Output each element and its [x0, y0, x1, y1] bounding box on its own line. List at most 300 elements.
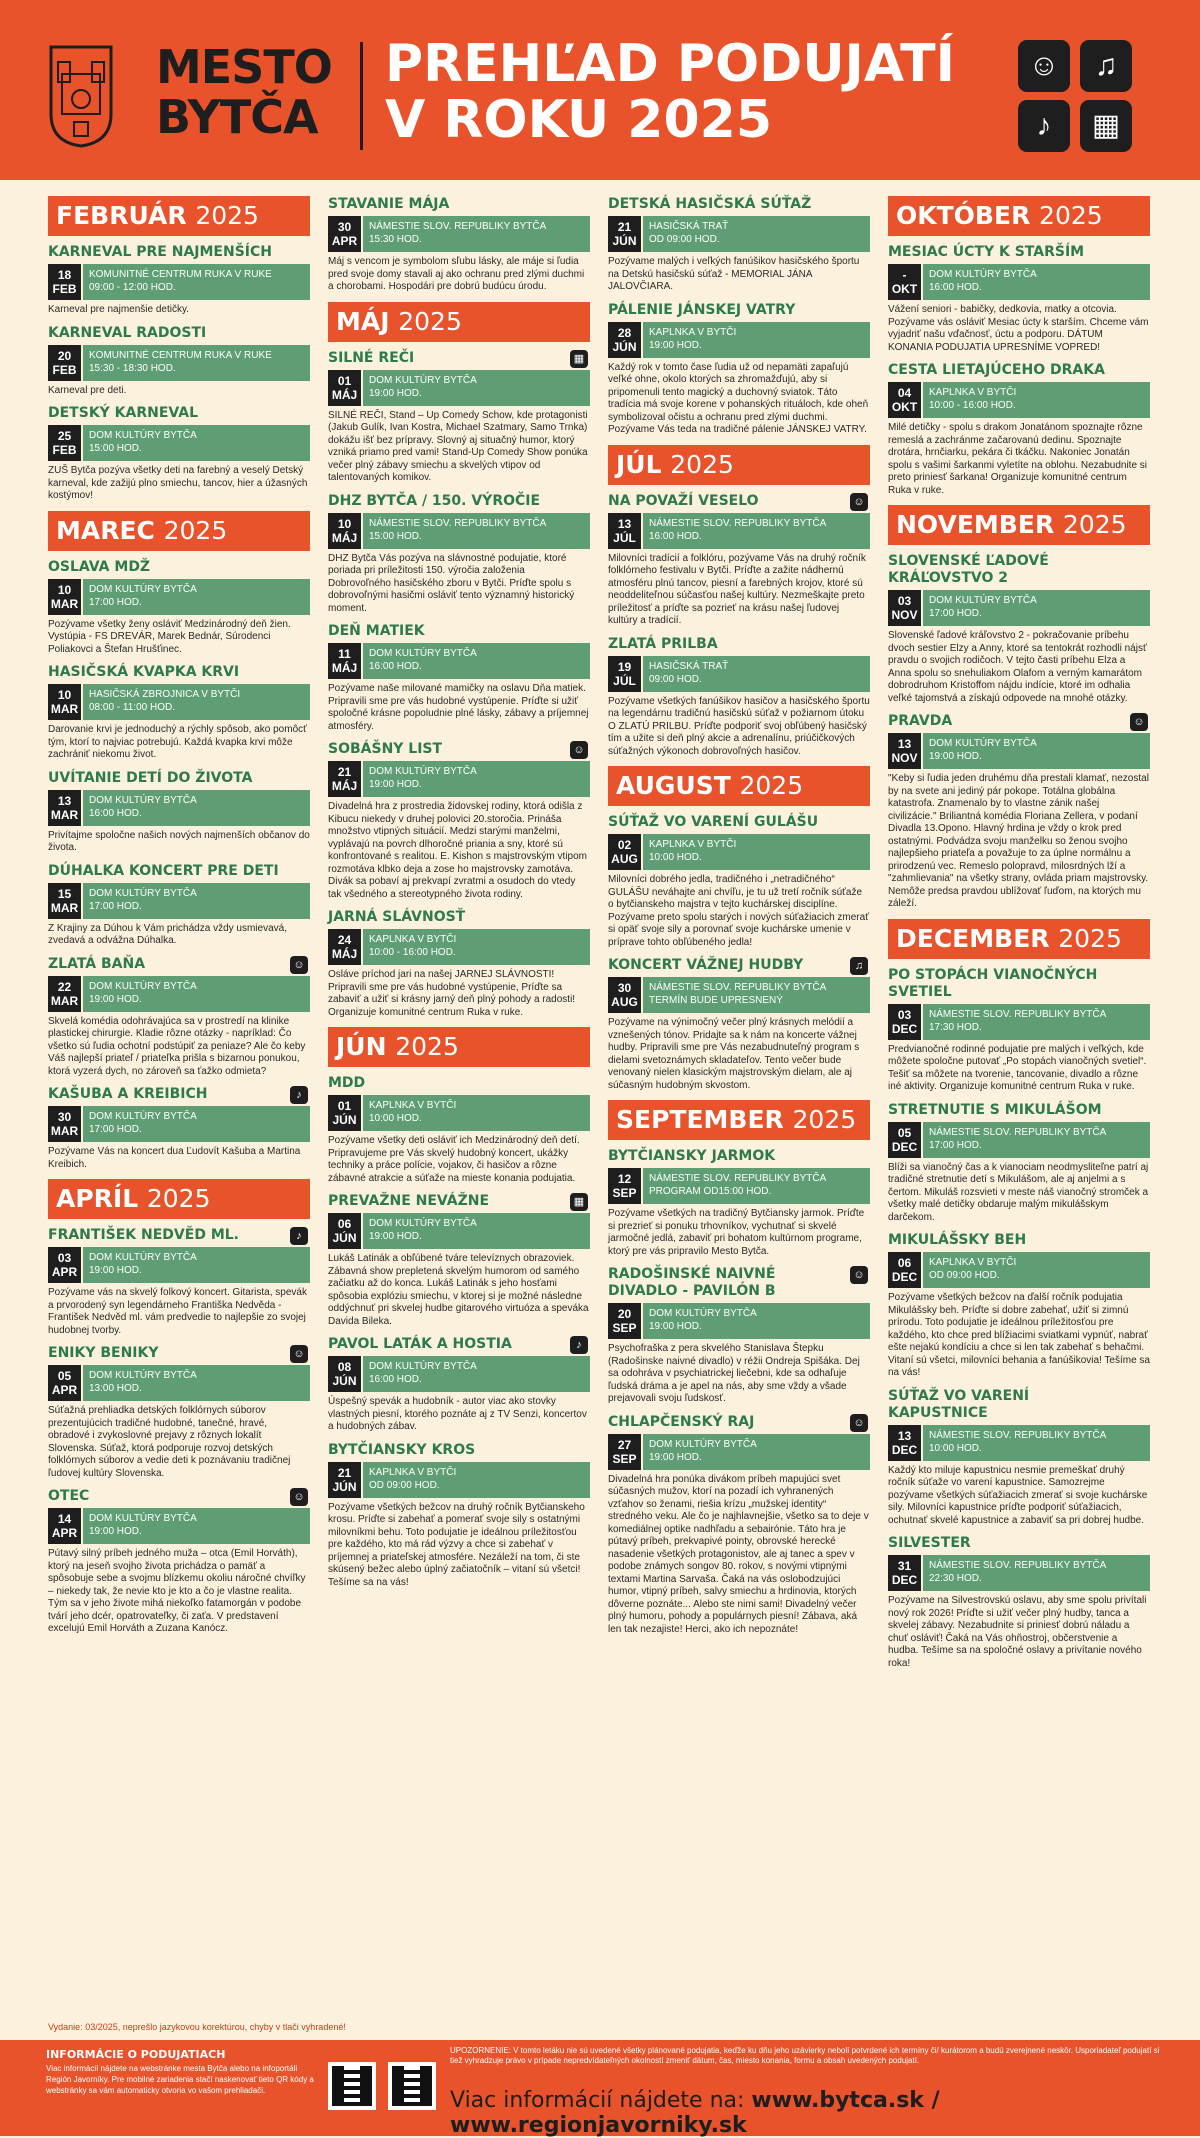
event-info-row: [328, 1213, 590, 1249]
event-venue-box: [83, 684, 310, 720]
month-year: 2025: [146, 1184, 211, 1213]
event-description: ZUŠ Bytča pozýva všetky deti na farebný a veselý Detský karneval, kde zažijú plno smiechu, tancov, hier a úžasných kostýmov!: [48, 465, 308, 501]
music-note-icon: ♪: [290, 1086, 308, 1104]
event-venue-box: [363, 370, 590, 406]
event-day: 06: [897, 1256, 912, 1270]
event-month: MÁJ: [331, 661, 358, 675]
event-item: [608, 814, 870, 949]
event-title: ENIKY BENIKY: [48, 1345, 159, 1361]
brand-line2: BYTČA: [156, 90, 318, 144]
theatre-masks-icon: ☺: [290, 956, 308, 974]
event-day: 12: [617, 1172, 632, 1186]
event-time: 16:00 HOD.: [929, 282, 982, 293]
event-day: 03: [897, 594, 912, 608]
event-venue: KAPLNKA V BYTČI: [929, 1257, 1017, 1268]
event-info-row: [888, 382, 1150, 418]
event-venue-box: [923, 264, 1150, 300]
event-month: JÚN: [332, 1374, 357, 1388]
event-time: 08:00 - 11:00 HOD.: [89, 702, 175, 713]
event-title: PO STOPÁCH VIANOČNÝCH SVETIEL: [888, 966, 1098, 1000]
event-date: [48, 1106, 81, 1142]
event-venue-box: [363, 1213, 590, 1249]
event-item: [888, 713, 1150, 911]
event-day: 28: [617, 325, 632, 340]
event-venue: HASIČSKÁ TRAŤ: [649, 221, 729, 232]
event-day: 01: [337, 1099, 352, 1113]
month-name: APRÍL: [56, 1184, 139, 1213]
music-note-icon: ♪: [1018, 100, 1070, 152]
event-item: [48, 559, 310, 657]
event-info-row: [608, 656, 870, 692]
event-venue-box: [83, 1106, 310, 1142]
theatre-masks-icon: ☺: [850, 1414, 868, 1432]
event-venue-box: [923, 1425, 1150, 1461]
event-info-row: [48, 1508, 310, 1544]
event-info-row: [328, 370, 590, 406]
event-venue-box: [643, 1168, 870, 1204]
event-month: MAR: [50, 807, 79, 822]
event-venue-box: [363, 1462, 590, 1498]
event-day: 01: [337, 373, 352, 388]
event-item: [328, 909, 590, 1019]
event-description: Milovníci dobrého jedla, tradičného i „netradičného“ GULÁŠU neváhajte ani chvíľu, je tu už tretí ročník súťaže o bytčianskeho majstra v tejto kuchárskej disciplíne. Pozývame preto spolu starých i nových súťažiacich zmerať si opäť svoje sily a porovnať svoje kuchárske umenie v príprave tohto obľúbeného jedla!: [608, 874, 869, 948]
event-date: [328, 1356, 361, 1392]
event-title: ZLATÁ PRILBA: [608, 635, 718, 652]
event-month: SEP: [612, 1451, 637, 1466]
event-venue: DOM KULTÚRY BYTČA: [89, 794, 197, 806]
city-crest-icon: [48, 44, 114, 148]
month-name: SEPTEMBER: [616, 1105, 784, 1134]
event-title: DETSKÁ HASIČSKÁ SÚŤAŽ: [608, 196, 812, 212]
event-venue: DOM KULTÚRY BYTČA: [929, 738, 1037, 749]
event-time: OD 09:00 HOD.: [649, 234, 720, 245]
column-1: [48, 196, 310, 1644]
month-name: MÁJ: [336, 306, 390, 336]
event-description: "Keby si ľudia jeden druhému dňa prestali klamať, nezostal by na svete ani jediný pár pokope. Totálna globálna katastrofa. Znamenalo by to vlastne zánik našej civilizácie." Briliantná komédia Floriana Zellera, v podaní Divadla 13.Opono. Hlavný hrdina je vždy o krok pred ostatnými. Podvádza svoju manželku so ženou svojho najlepšieho priateľa a považuje to za úplne normálnu a prirodzenú vec. Remeslo polopravd, milosrdných lží a "zahmlievania" na všetky strany, ovláda priam majstrovsky. Nemôže predsa pravdou ublížovať ľuďom, na ktorých mu záleží.: [888, 773, 1149, 909]
event-description: Z Krajiny za Dúhou k Vám prichádza vždy usmievavá, zvedavá a odvážna Dúhalka.: [48, 922, 287, 946]
event-month: MÁJ: [331, 947, 358, 961]
event-time: 19:00 HOD.: [89, 993, 142, 1005]
event-title: FRANTIŠEK NEDVĚD ML.: [48, 1227, 239, 1243]
event-day: 21: [337, 765, 352, 779]
month-year: 2025: [395, 1032, 459, 1061]
event-description: Pozývame naše milované mamičky na oslavu Dňa matiek. Pripravili sme pre vás hudobné vystúpenie. Príďte si užiť spoločné krásne popoludnie plné lásky, zábavy a príjemnej atmosféry.: [328, 683, 589, 732]
qr-code-bytca[interactable]: [328, 2062, 376, 2110]
event-day: 02: [617, 838, 632, 852]
event-title: OSLAVA MDŽ: [48, 558, 151, 575]
event-description: Predvianočné rodinné podujatie pre malých i veľkých, kde môžete spoločne putovať „Po stopách vianočných svetiel“. Tešiť sa môžete na tvorenie, tancovanie, divadlo a rôzne iné aktivity. Organizuje komunitné centrum Ruka v ruke.: [888, 1043, 1147, 1092]
event-month: OKT: [891, 400, 918, 414]
event-title: PRAVDA: [888, 713, 953, 729]
event-venue: DOM KULTÚRY BYTČA: [929, 595, 1037, 606]
event-date: [48, 1508, 81, 1544]
event-description: Pozývame vás na skvelý folkový koncert. Gitarista, spevák a prvorodený syn legendárneho Františka Nedvěda - František Nedvěd ml. vám predvedie to najlepšie zo svojej hudobnej tvorby.: [48, 1287, 307, 1336]
event-month: FEB: [52, 443, 77, 457]
event-info-row: [48, 1106, 310, 1142]
event-venue: HASIČSKÁ ZBROJNICA V BYTČI: [89, 689, 241, 700]
music-note-icon: ♪: [570, 1336, 588, 1354]
event-title: PREVAŽNE NEVÁŽNE: [328, 1193, 490, 1209]
event-title: KONCERT VÁŽNEJ HUDBY: [608, 957, 804, 973]
event-venue-box: [83, 264, 310, 300]
event-info-row: [48, 684, 310, 720]
event-venue: KAPLNKA V BYTČI: [929, 387, 1017, 398]
event-time: PROGRAM OD15:00 HOD.: [649, 1186, 772, 1197]
event-venue-box: [923, 590, 1150, 626]
event-time: 15:00 HOD.: [89, 443, 142, 454]
event-item: [608, 1148, 870, 1258]
column-4: [888, 196, 1150, 1678]
event-item: [328, 493, 590, 616]
event-day: 03: [897, 1007, 912, 1022]
event-venue: DOM KULTÚRY BYTČA: [369, 648, 477, 659]
event-time: 19:00 HOD.: [89, 1265, 142, 1276]
event-month: DEC: [891, 1442, 918, 1457]
month-year: 2025: [398, 306, 462, 336]
month-year: 2025: [195, 201, 259, 230]
event-time: 17:00 HOD.: [929, 1139, 982, 1151]
event-venue-box: [643, 1434, 870, 1470]
event-day: 14: [57, 1512, 72, 1526]
event-month: SEP: [612, 1186, 637, 1200]
event-time: 15:30 - 18:30 HOD.: [89, 362, 176, 374]
event-title: MESIAC ÚCTY K STARŠÍM: [888, 244, 1085, 260]
footer-info: [46, 2048, 316, 2096]
brand-logo: [156, 40, 332, 144]
event-title: DEŇ MATIEK: [328, 623, 425, 639]
event-month: DEC: [891, 1573, 918, 1587]
event-date: [608, 656, 641, 692]
event-title: PAVOL LATÁK A HOSTIA: [328, 1336, 512, 1352]
event-date: [888, 264, 921, 300]
month-header: [48, 196, 310, 236]
event-description: Osláve príchod jari na našej JARNEJ SLÁVNOSTI! Pripravili sme pre vás hudobné vystúpenie, Príďte sa zabaviť a užiť si krásny jarný deň plný pohody a radosti! Organizuje komunitné centrum Ruka v ruke.: [328, 969, 576, 1018]
event-venue-box: [923, 1004, 1150, 1040]
event-title: SILVESTER: [888, 1535, 971, 1551]
event-month: FEB: [52, 362, 77, 377]
month-name: OKTÓBER: [896, 201, 1031, 230]
event-month: DEC: [891, 1021, 918, 1036]
footer-web-links[interactable]: www.bytca.sk / www.regionjavorniky.sk: [450, 2088, 940, 2138]
event-info-row: [328, 1095, 590, 1131]
music-note-icon: ♪: [290, 1227, 308, 1245]
event-venue-box: [363, 1095, 590, 1131]
event-venue-box: [83, 425, 310, 461]
event-item: [328, 1193, 590, 1328]
month-name: FEBRUÁR: [56, 201, 187, 230]
event-title: MDD: [328, 1075, 366, 1091]
event-info-row: [608, 977, 870, 1013]
event-title: SILNÉ REČI: [328, 349, 415, 366]
month-year: 2025: [792, 1105, 857, 1134]
event-item: [48, 244, 310, 317]
event-description: Milovníci tradícií a folklóru, pozývame Vás na druhý ročník folklórneho festivalu v Bytči. Príďte a zažite nádhernú atmosféru plnú tancov, piesní a farebných krojov, ktoré sú neoddeliteľnou súčasťou našej kultúry. Nezmeškajte preto príležitosť a príďte sa pozrieť na krásu našej ľudovej kultúry a tradícií.: [608, 552, 866, 626]
event-title: STAVANIE MÁJA: [328, 196, 450, 212]
event-month: MAR: [50, 596, 79, 611]
event-venue-box: [363, 216, 590, 252]
event-venue: NÁMESTIE SLOV. REPUBLIKY BYTČA: [649, 517, 827, 529]
event-date: [608, 1434, 641, 1470]
event-day: 24: [337, 933, 352, 947]
event-title: CHLAPČENSKÝ RAJ: [608, 1413, 755, 1430]
event-item: [608, 636, 870, 759]
event-date: [48, 345, 81, 381]
event-venue: DOM KULTÚRY BYTČA: [649, 1308, 757, 1319]
edition-note: Vydanie: 03/2025, neprešlo jazykovou korektúrou, chyby v tlači vyhradené!: [48, 2022, 346, 2032]
event-item: [48, 863, 310, 948]
event-day: 19: [617, 659, 632, 674]
event-day: 13: [617, 516, 632, 531]
event-time: 15:30 HOD.: [369, 234, 422, 245]
event-venue-box: [363, 643, 590, 679]
event-time: 15:00 HOD.: [369, 530, 422, 542]
event-info-row: [48, 883, 310, 919]
event-info-row: [48, 1247, 310, 1283]
event-info-row: [888, 1252, 1150, 1288]
event-day: 04: [897, 386, 912, 400]
theatre-masks-icon: ☺: [1018, 40, 1070, 92]
event-info-row: [608, 1434, 870, 1470]
month-header: [328, 1027, 590, 1067]
event-venue-box: [923, 733, 1150, 769]
month-year: 2025: [1062, 510, 1127, 539]
event-venue: DOM KULTÚRY BYTČA: [89, 980, 197, 992]
event-info-row: [608, 322, 870, 358]
event-time: 09:00 HOD.: [649, 673, 702, 685]
event-day: 10: [57, 688, 72, 702]
event-info-row: [888, 1004, 1150, 1040]
event-item: [608, 1414, 870, 1637]
event-month: JÚN: [612, 234, 637, 248]
event-item: [888, 362, 1150, 497]
month-name: JÚN: [336, 1032, 387, 1061]
event-description: Lukáš Latinák a obľúbené tváre televíznych obrazoviek. Zábavná show prepletená skvelým humorom od samého začiatku až do konca. Lukáš Latinák s jeho hosťami spôsobia explóziu smiechu, v ktorej si je možné následne oddýchnuť pri skvelej hudbe gitarového virtuóza a speváka Davida Bileka.: [328, 1253, 589, 1327]
event-time: 19:00 HOD.: [89, 1526, 142, 1537]
event-description: Pozývame na výnimočný večer plný krásnych melódií a vznešených tónov. Pridajte sa k nám na koncerte vážnej hudby. Pripravili sme pre Vás nezabudnuteľný program s dielami svetoznámych skladateľov. Tento večer bude venovaný nielen klasickým majstrovským dielam, ale aj súčasným hudobným skvostom.: [608, 1017, 860, 1091]
event-time: OD 09:00 HOD.: [929, 1270, 1000, 1281]
event-info-row: [608, 1168, 870, 1204]
lyre-icon: ♫: [850, 957, 868, 975]
event-day: 22: [57, 979, 72, 994]
event-item: [888, 1232, 1150, 1380]
event-time: 19:00 HOD.: [369, 1231, 422, 1242]
event-time: 17:30 HOD.: [929, 1021, 982, 1033]
event-venue-box: [643, 216, 870, 252]
event-description: Psychofraška z pera skvelého Stanislava Štepku (Radošinske naivné divadlo) v réžii Ondreja Spišáka. Dej sa odohráva v psychiatrickej liečebni, kde sa odhaľuje ľudská dráma a je apel na nás, aby sme vždy a všade prejavovali svoju ľudskosť.: [608, 1343, 860, 1404]
event-month: FEB: [52, 282, 77, 296]
event-info-row: [328, 929, 590, 965]
event-info-row: [328, 643, 590, 679]
event-info-row: [48, 579, 310, 615]
event-venue-box: [643, 322, 870, 358]
event-month: JÚN: [332, 1479, 357, 1494]
event-title: JARNÁ SLÁVNOSŤ: [328, 909, 466, 925]
title-line1: PREHĽAD PODUJATÍ: [385, 34, 955, 94]
event-venue: DOM KULTÚRY BYTČA: [649, 1438, 757, 1450]
event-description: Karneval pre deti.: [48, 384, 127, 396]
event-month: MAR: [50, 993, 79, 1008]
cinema-icon: ▦: [1080, 100, 1132, 152]
footer-web-prefix: Viac informácií nájdete na:: [450, 2088, 752, 2113]
event-description: Vážení seniori - babičky, dedkovia, matky a otcovia. Pozývame vás osláviť Mesiac úcty k starším. Chceme vám vyjadriť našu vďačnosť, úctu a podporu. DÁTUM KONANIA PODUJATIA UPRESNÍME VOPRED!: [888, 304, 1149, 353]
event-venue: DOM KULTÚRY BYTČA: [369, 1218, 477, 1229]
event-title: DHZ BYTČA / 150. VÝROČIE: [328, 492, 541, 509]
event-item: [48, 325, 310, 398]
event-date: [888, 1425, 921, 1461]
event-title: BYTČIANSKY JARMOK: [608, 1148, 776, 1164]
event-info-row: [888, 1425, 1150, 1461]
event-title: ZLATÁ BAŇA: [48, 955, 146, 972]
event-venue: NÁMESTIE SLOV. REPUBLIKY BYTČA: [369, 517, 547, 529]
month-header: [608, 1100, 870, 1140]
event-item: [48, 1227, 310, 1337]
theatre-masks-icon: ☺: [850, 493, 868, 511]
event-date: [888, 1004, 921, 1040]
event-time: 16:00 HOD.: [649, 530, 702, 542]
event-venue: NÁMESTIE SLOV. REPUBLIKY BYTČA: [649, 1173, 827, 1184]
event-description: Pozývame všetkých bežcov na ďalší ročník podujatia Mikulášsky beh. Príďte si dobre zabehať, užiť si zimnú prírodu. Toto podujatie je ideálnou príležitosťou pre každého, kto chce pred blížiacimi sviatkami vypnúť, nabrať ešte nejakú kondíciu a chce si len tak zabehať s behačmi. Vitaní sú všetci, milovníci behania a fanúšikovia! Tešíme sa na vás!: [888, 1292, 1150, 1378]
event-info-row: [328, 761, 590, 797]
month-header: [328, 302, 590, 342]
event-time: 10:00 - 16:00 HOD.: [929, 400, 1016, 411]
event-date: [328, 370, 361, 406]
event-date: [608, 977, 641, 1013]
event-item: [608, 493, 870, 628]
event-day: 18: [57, 268, 72, 282]
event-description: Pozývame všetky ženy osláviť Medzinárodný deň žien. Vystúpia - FS DREVÁR, Marek Bednár, Súrodenci Poliakovci a Štefan Hrušťinec.: [48, 618, 291, 655]
event-venue-box: [923, 1122, 1150, 1158]
event-title: STRETNUTIE S MIKULÁŠOM: [888, 1101, 1102, 1118]
event-item: [608, 1266, 870, 1406]
event-title: SÚŤAŽ VO VARENÍ GULÁŠU: [608, 814, 819, 830]
event-description: Pozývame všetky deti osláviť ich Medzinárodný deň detí. Pripravujeme pre Vás skvelý hudobný koncert, ukážky techniky a práce polície, vojakov, či hasičov a rôzne zábavné atrakcie a súťaže na mieste konania podujatia.: [328, 1135, 580, 1184]
event-title: OTEC: [48, 1488, 90, 1504]
event-description: Privítajme spoločne našich nových najmenších občanov do života.: [48, 829, 310, 853]
event-time: 16:00 HOD.: [369, 1374, 422, 1385]
event-day: 21: [337, 1465, 352, 1480]
event-venue-box: [923, 1555, 1150, 1591]
event-description: Karneval pre najmenšie detičky.: [48, 304, 189, 315]
month-header: [888, 919, 1150, 959]
event-item: [328, 1442, 590, 1590]
event-info-row: [888, 264, 1150, 300]
event-date: [888, 1252, 921, 1288]
month-year: 2025: [670, 449, 734, 479]
event-item: [48, 956, 310, 1079]
theatre-masks-icon: ☺: [1130, 713, 1148, 731]
event-venue: DOM KULTÚRY BYTČA: [89, 887, 197, 899]
event-venue: NÁMESTIE SLOV. REPUBLIKY BYTČA: [649, 982, 827, 993]
event-venue-box: [83, 976, 310, 1012]
event-info-row: [48, 345, 310, 381]
event-time: 19:00 HOD.: [369, 387, 422, 399]
event-day: 13: [897, 1428, 912, 1443]
event-venue-box: [83, 1365, 310, 1401]
event-venue: KAPLNKA V BYTČI: [369, 1100, 457, 1111]
event-item: [888, 1102, 1150, 1225]
event-month: JÚN: [332, 1113, 357, 1127]
month-name: DECEMBER: [896, 923, 1050, 953]
event-venue-box: [643, 656, 870, 692]
event-venue-box: [363, 513, 590, 549]
event-time: 10:00 - 16:00 HOD.: [369, 947, 456, 958]
month-year: 2025: [739, 771, 804, 800]
page-title: [385, 36, 955, 148]
event-time: 09:00 - 12:00 HOD.: [89, 282, 176, 293]
event-date: [48, 790, 81, 826]
event-item: [888, 1535, 1150, 1670]
event-date: [888, 590, 921, 626]
event-time: 17:00 HOD.: [89, 596, 142, 608]
event-venue: NÁMESTIE SLOV. REPUBLIKY BYTČA: [929, 1126, 1107, 1138]
event-description: Milé detičky - spolu s drakom Jonatánom spoznajte rôzne remeslá a zachránme začarovanú dedinu. Spoznajte drotára, hrnčiarku, pekára či tkáčku. Nakoniec Jonatán spolu s vašimi šarkanmi vyletíte na oblohu. Nezabudnite si preto priniesť šarkana! Organizuje komunitné centrum Ruka v ruke.: [888, 422, 1148, 496]
month-name: NOVEMBER: [896, 510, 1055, 539]
event-venue-box: [363, 761, 590, 797]
event-item: [888, 553, 1150, 705]
month-header: [888, 505, 1150, 545]
event-month: MAR: [50, 900, 79, 915]
event-venue: DOM KULTÚRY BYTČA: [89, 1252, 197, 1263]
event-month: APR: [331, 234, 358, 248]
event-date: [888, 733, 921, 769]
event-date: [328, 216, 361, 252]
event-info-row: [48, 790, 310, 826]
month-year: 2025: [1039, 201, 1103, 230]
event-venue: DOM KULTÚRY BYTČA: [369, 374, 477, 386]
event-date: [608, 834, 641, 870]
event-venue: NÁMESTIE SLOV. REPUBLIKY BYTČA: [929, 1560, 1107, 1571]
event-item: [328, 1336, 590, 1434]
event-info-row: [608, 216, 870, 252]
event-date: [48, 579, 81, 615]
event-venue: NÁMESTIE SLOV. REPUBLIKY BYTČA: [929, 1429, 1107, 1441]
event-venue: DOM KULTÚRY BYTČA: [929, 269, 1037, 280]
event-time: 16:00 HOD.: [369, 661, 422, 672]
event-item: [328, 196, 590, 294]
event-item: [608, 196, 870, 294]
event-item: [48, 1488, 310, 1636]
qr-code-regionjavorniky[interactable]: [388, 2062, 436, 2110]
event-time: 17:00 HOD.: [929, 608, 982, 619]
footer-info-title: INFORMÁCIE O PODUJATIACH: [46, 2048, 226, 2061]
event-time: 16:00 HOD.: [89, 807, 142, 819]
month-header: [48, 511, 310, 551]
event-month: AUG: [611, 852, 638, 866]
event-date: [328, 643, 361, 679]
month-name: MAREC: [56, 515, 155, 545]
event-venue-box: [83, 1247, 310, 1283]
event-venue: KOMUNITNÉ CENTRUM RUKA V RUKE: [89, 349, 272, 361]
event-venue-box: [643, 834, 870, 870]
event-month: APR: [51, 1383, 78, 1397]
event-date: [48, 1365, 81, 1401]
month-header: [48, 1179, 310, 1219]
footer-warning: UPOZORNENIE: V tomto letáku nie sú uvedené všetky plánované podujatia, keďže ku dňu jeho uzávierky nebolí potvrdené ich termíny či/ kurátorom a budú zverejnené neskôr. Usporiadateľ podujatí si tiež vyhradzuje právo v prípade nepredvídateľných okolností zmeniť dátum, čas, miesto konania, formu a obsah uvedených podujatí.: [450, 2046, 1160, 2065]
event-title: MIKULÁŠSKY BEH: [888, 1232, 1027, 1248]
event-month: AUG: [611, 995, 638, 1009]
event-day: 05: [57, 1369, 72, 1383]
event-date: [48, 1247, 81, 1283]
event-info-row: [328, 1356, 590, 1392]
event-date: [888, 382, 921, 418]
event-venue-box: [643, 977, 870, 1013]
event-info-row: [888, 590, 1150, 626]
event-date: [48, 883, 81, 919]
event-time: 19:00 HOD.: [649, 1451, 702, 1463]
event-title: CESTA LIETAJÚCEHO DRAKA: [888, 362, 1105, 378]
event-day: 11: [338, 647, 351, 661]
month-header: [608, 766, 870, 806]
